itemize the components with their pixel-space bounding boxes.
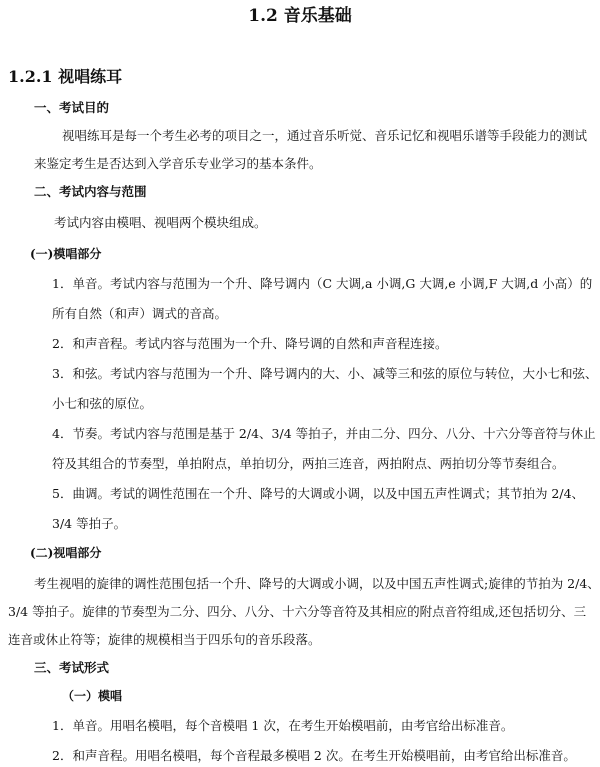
mochang-item-5-line-2: 3/4 等拍子。 (52, 516, 127, 531)
mochang-item-3-line-2: 小七和弦的原位。 (52, 396, 153, 411)
mochang-item-5-line-1: 5．曲调。考试的调性范围在一个升、降号的大调或小调，以及中国五声性调式；其节拍为 2/4、 (52, 486, 585, 501)
mochang-item-2-line-1: 2．和声音程。考试内容与范围为一个升、降号调的自然和声音程连接。 (52, 336, 448, 351)
form-item-1-line-1: 1．单音。用唱名模唱，每个音模唱 1 次，在考生开始模唱前，由考官给出标准音。 (52, 718, 514, 733)
form-item-2-line-1: 2．和声音程。用唱名模唱，每个音程最多模唱 2 次。在考生开始模唱前，由考官给出标准音。 (52, 748, 576, 763)
purpose-line-2: 来鉴定考生是否达到入学音乐专业学习的基本条件。 (34, 156, 322, 171)
mochang-item-3-line-1: 3．和弦。考试内容与范围为一个升、降号调内的大、小、减等三和弦的原位与转位，大小七和弦、 (52, 366, 598, 381)
mochang-item-4-line-2: 符及其组合的节奏型，单拍附点，单拍切分，两拍三连音，两拍附点、两拍切分等节奏组合。 (52, 456, 565, 471)
heading-mochang-part: (一)模唱部分 (30, 247, 102, 261)
shichang-line-1: 考生视唱的旋律的调性范围包括一个升、降号的大调或小调，以及中国五声性调式;旋律的节拍为 2/4、 (34, 576, 600, 591)
heading-form-mochang: （一）模唱 (62, 689, 123, 703)
heading-exam-form: 三、考试形式 (34, 660, 110, 675)
shichang-line-3: 连音或休止符等；旋律的规模相当于四乐句的音乐段落。 (8, 632, 321, 647)
page-title: 1.2 音乐基础 (248, 6, 352, 26)
heading-shichang-part: (二)视唱部分 (30, 546, 102, 560)
heading-exam-content: 二、考试内容与范围 (34, 184, 147, 199)
shichang-line-2: 3/4 等拍子。旋律的节奏型为二分、四分、八分、十六分等音符及其相应的附点音符组成,还包括切分、三 (8, 604, 587, 619)
purpose-line-1: 视唱练耳是每一个考生必考的项目之一，通过音乐听觉、音乐记忆和视唱乐谱等手段能力的测试 (62, 128, 588, 143)
mochang-item-4-line-1: 4．节奏。考试内容与范围是基于 2/4、3/4 等拍子，并由二分、四分、八分、十六分等音符与休止 (52, 426, 596, 441)
heading-exam-purpose: 一、考试目的 (34, 100, 110, 115)
mochang-item-1-line-2: 所有自然（和声）调式的音高。 (52, 306, 228, 321)
content-line-1: 考试内容由模唱、视唱两个模块组成。 (54, 215, 267, 230)
section-heading: 1.2.1 视唱练耳 (8, 67, 123, 86)
mochang-item-1-line-1: 1．单音。考试内容与范围为一个升、降号调内（C 大调,a 小调,G 大调,e 小调,F 大调,d 小高）的 (52, 276, 593, 291)
